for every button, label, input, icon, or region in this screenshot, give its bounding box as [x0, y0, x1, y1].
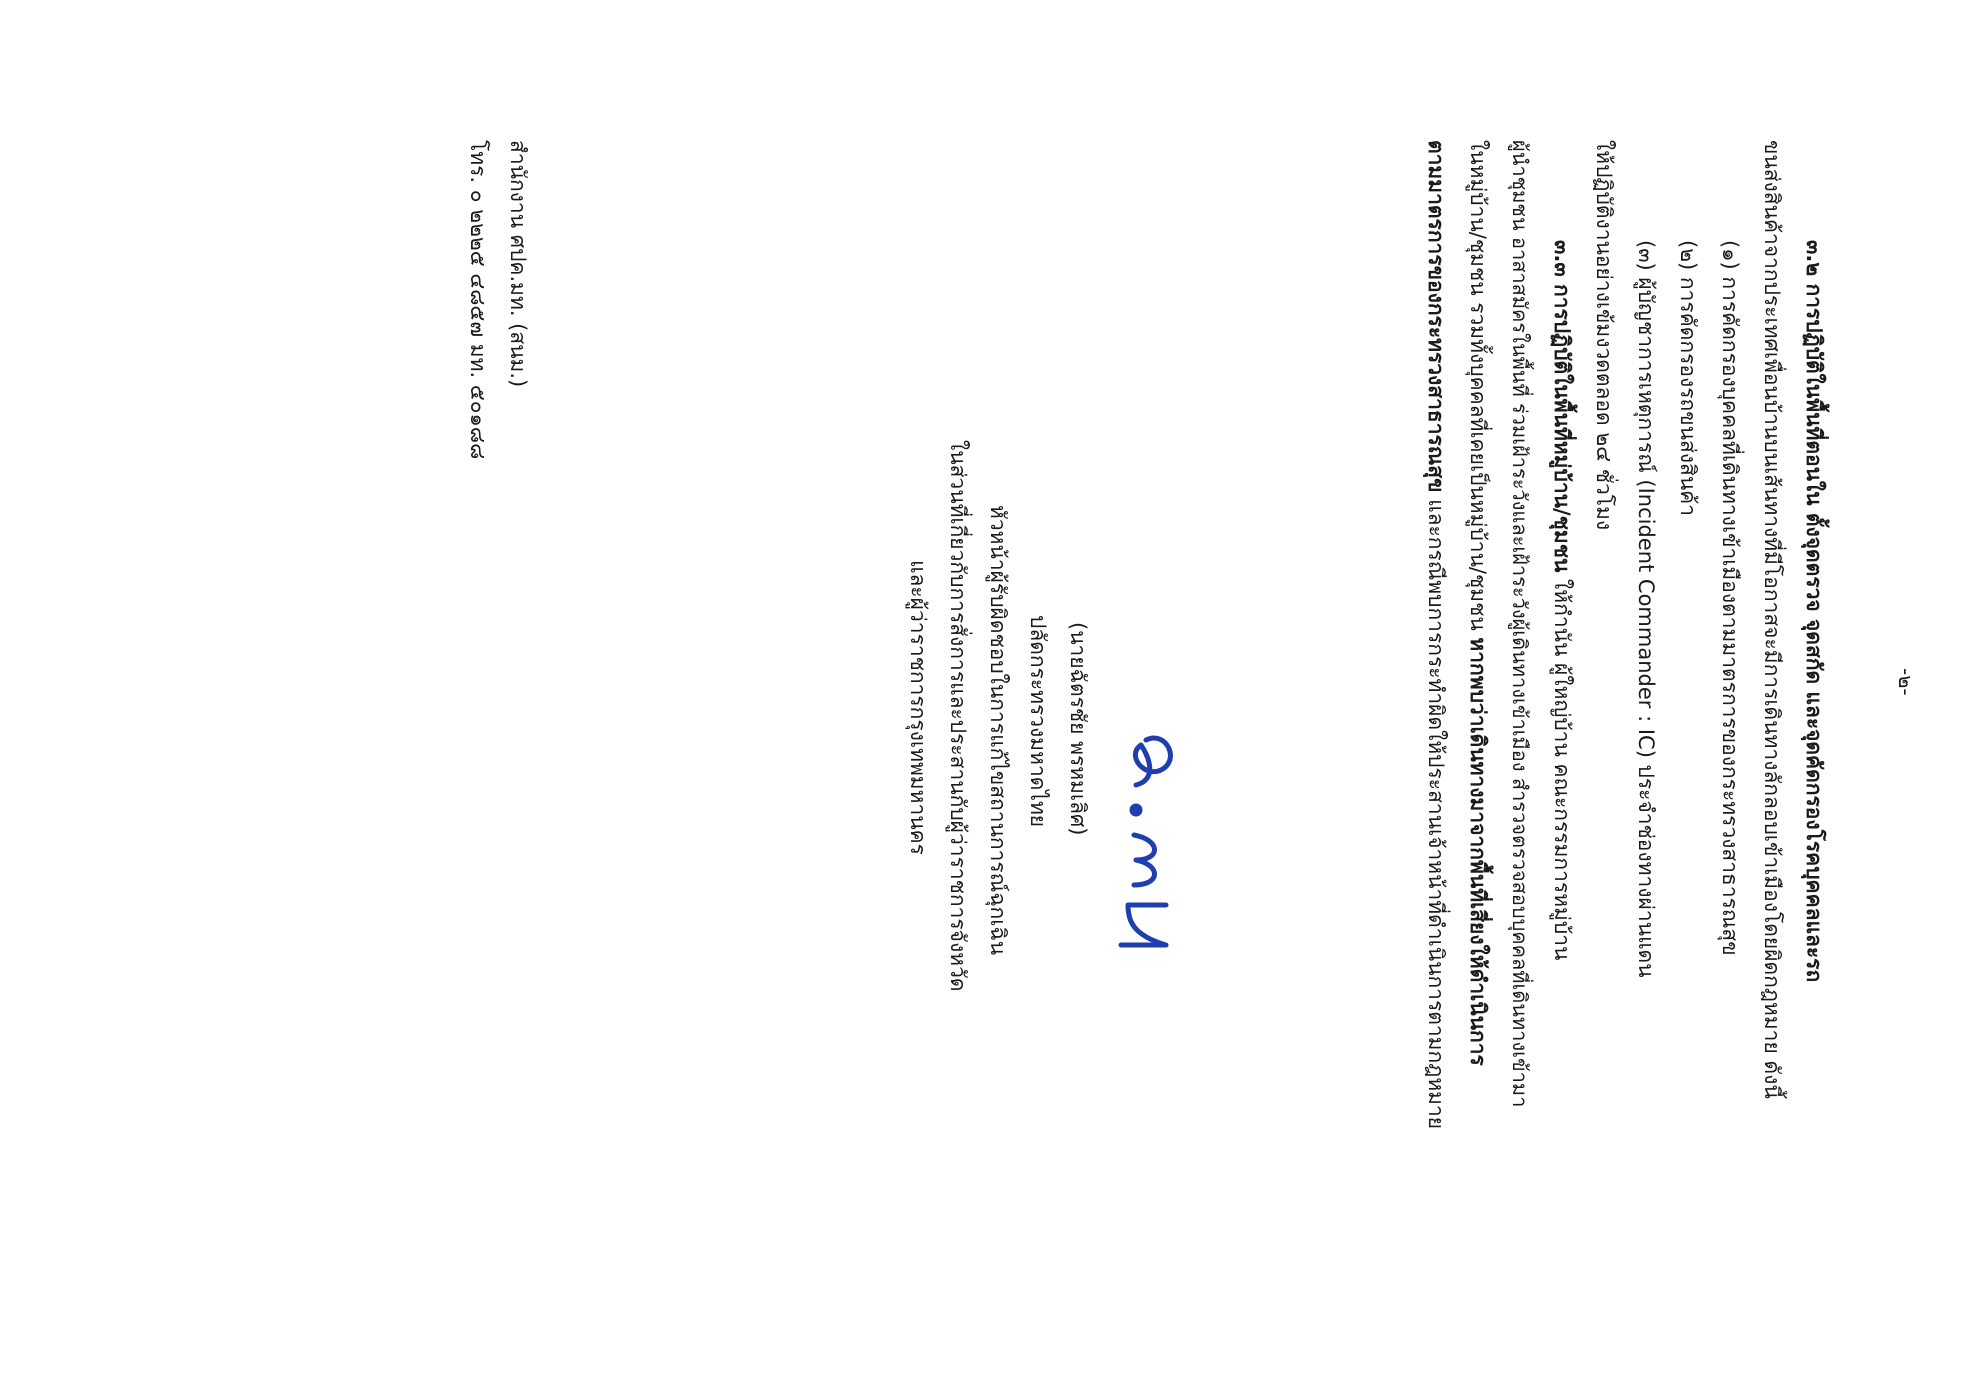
handwritten-signature [1096, 720, 1206, 960]
section-3-3-line-4 [1425, 140, 1446, 1129]
section-3-2-line: ขนส่งสินค้าจากประเทศเพื่อนบ้านบนเส้นทางที่มีโอกาสจะมีการเดินทางลักลอบเข้าเมืองโดยผิดกฎหมาย ดังนี้ [1760, 140, 1784, 1099]
page-number: -๒- [1894, 668, 1918, 696]
footer-phone: โทร. ๐ ๒๒๒๕ ๔๘๕๗ มท. ๕๐๑๘๘ [466, 140, 490, 460]
section-3-3-text: ให้กำนัน ผู้ใหญ่บ้าน คณะกรรมการหมู่บ้าน [1550, 572, 1574, 961]
section-3-3-heading: ๓.๓ การปฏิบัติในพื้นที่หมู่บ้าน/ชุมชน [1550, 240, 1574, 573]
signer-role-3: และผู้ว่าราชการกรุงเทพมหานคร [906, 560, 930, 855]
section-3-3-line-3 [1467, 140, 1488, 1066]
signer-title: ปลัดกระทรวงมหาดไทย [1026, 615, 1050, 828]
footer-office: สำนักงาน ศปค.มท. (สนม.) [506, 140, 530, 388]
section-3-3-text: ในหมู่บ้าน/ชุมชน รวมทั้งบุคคลที่เคยเป็นหมู่บ้าน/ชุมชน [1466, 140, 1490, 638]
section-3-3-line-2: ผู้นำชุมชน อาสาสมัครในพื้นที่ ร่วมเฝ้าระวังและเฝ้าระวังผู้เดินทางเข้าเมือง สำรวจตรวจสอบบุคคลที่เดินทางเข้ามา [1508, 140, 1532, 1108]
section-3-2-item-2: (๒) การคัดกรองรถขนส่งสินค้า [1676, 240, 1700, 517]
section-3-2-item-3: (๓) ผู้บัญชาการเหตุการณ์ (Incident Commander : IC) ประจำช่องทางผ่านแดน [1634, 240, 1658, 978]
section-3-3-text: และกรณีพบการกระทำผิดให้ประสานเจ้าหน้าที่ดำเนินการตามกฎหมาย [1424, 492, 1448, 1130]
section-3-3-emphasis: ตามมาตรการของกระทรวงสาธารณสุข [1424, 140, 1448, 493]
signer-role-2: ในส่วนที่เกี่ยวกับการสั่งการและประสานกับผู้ว่าราชการจังหวัด [946, 440, 970, 992]
signer-name: (นายฉัตรชัย พรหมเลิศ) [1066, 622, 1090, 836]
section-3-3-line-1 [1551, 240, 1572, 960]
section-3-2-item-1: (๑) การคัดกรองบุคคลที่เดินทางเข้าเมืองตามมาตรการของกระทรวงสาธารณสุข [1718, 240, 1742, 956]
section-3-3-emphasis: หากพบว่าเดินทางมาจากพื้นที่เสี่ยงให้ดำเนินการ [1466, 637, 1490, 1066]
signer-role-1: หัวหน้าผู้รับผิดชอบในการแก้ไขสถานการณ์ฉุกเฉิน [986, 505, 1010, 956]
section-3-2-item-3-cont: ให้ปฏิบัติงานอย่างเข้มงวดตลอด ๒๔ ชั่วโมง [1592, 140, 1616, 531]
section-3-2-heading: ๓.๒ การปฏิบัติในพื้นที่ตอนใน ตั้งจุดตรวจ จุดสกัด และจุดคัดกรองโรคบุคคลและรถ [1802, 240, 1826, 983]
